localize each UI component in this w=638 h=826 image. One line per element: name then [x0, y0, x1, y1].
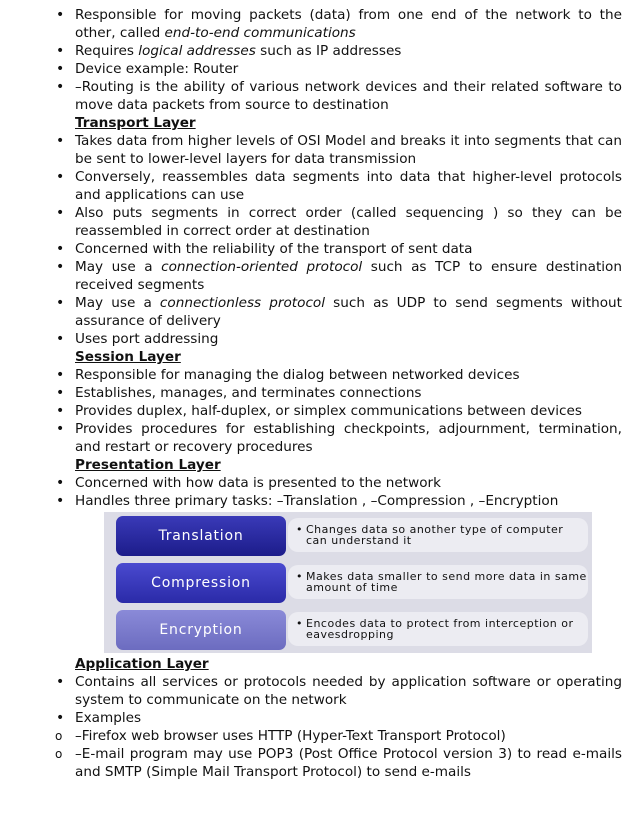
list-item: • Requires logical addresses such as IP addresses	[56, 43, 402, 59]
list-item: • Establishes, manages, and terminates connections	[56, 385, 422, 401]
figure-desc-encryption: • Encodes data to protect from interception or eavesdropping	[288, 612, 588, 646]
list-item: • Provides duplex, half-duplex, or simplex communications between devices	[56, 403, 582, 419]
list-item: • Conversely, reassembles data segments into data that higher-level protocols and applications can use	[56, 169, 622, 203]
list-item: • Device example: Router	[56, 61, 239, 77]
list-item: • Uses port addressing	[56, 331, 219, 347]
figure-label-compression: Compression	[116, 563, 286, 603]
session-layer-list	[0, 366, 638, 456]
bullet-icon: •	[56, 475, 65, 491]
list-item: • Responsible for moving packets (data) from one end of the network to the other, called end-to-end communications	[56, 7, 622, 41]
list-item: • Also puts segments in correct order (called sequencing ) so they can be reassembled in correct order at destination	[56, 205, 622, 239]
list-item: • –Routing is the ability of various network devices and their related software to move data packets from source to destination	[56, 79, 622, 113]
transport-layer-list	[0, 132, 638, 348]
figure-label-translation: Translation	[116, 516, 286, 556]
presentation-layer-heading: Presentation Layer	[75, 457, 221, 473]
list-item: • Examples	[56, 710, 142, 726]
bullet-icon: •	[56, 493, 65, 509]
list-item: • Provides procedures for establishing checkpoints, adjournment, termination, and restart or recovery procedures	[56, 421, 622, 455]
bullet-icon: •	[56, 79, 65, 95]
sub-bullet-icon: o	[55, 747, 63, 761]
list-item: • Responsible for managing the dialog between networked devices	[56, 367, 520, 383]
bullet-icon: •	[56, 295, 65, 311]
list-item: • Concerned with how data is presented to the network	[56, 475, 441, 491]
figure-row-encryption	[104, 606, 592, 650]
list-item: • Handles three primary tasks: –Translation , –Compression , –Encryption	[56, 493, 559, 509]
list-item: • Contains all services or protocols needed by application software or operating system to communicate on the network	[56, 674, 622, 708]
bullet-icon: •	[56, 403, 65, 419]
document-page	[0, 6, 638, 781]
bullet-icon: •	[56, 331, 65, 347]
bullet-icon: •	[296, 570, 303, 583]
network-layer-list	[0, 6, 638, 114]
application-layer-heading: Application Layer	[75, 656, 209, 672]
figure-label-encryption: Encryption	[116, 610, 286, 650]
sub-bullet-icon: o	[55, 729, 63, 743]
bullet-icon: •	[56, 7, 65, 23]
bullet-icon: •	[56, 259, 65, 275]
bullet-icon: •	[56, 421, 65, 437]
figure-row-compression	[104, 559, 592, 603]
bullet-icon: •	[56, 367, 65, 383]
bullet-icon: •	[296, 617, 303, 630]
list-item: o –Firefox web browser uses HTTP (Hyper-Text Transport Protocol)	[55, 728, 506, 744]
bullet-icon: •	[56, 241, 65, 257]
bullet-icon: •	[56, 674, 65, 690]
bullet-icon: •	[56, 61, 65, 77]
presentation-tasks-figure	[104, 512, 592, 653]
list-item: • Concerned with the reliability of the transport of sent data	[56, 241, 473, 257]
bullet-icon: •	[56, 133, 65, 149]
presentation-layer-list	[0, 474, 638, 510]
transport-layer-heading: Transport Layer	[75, 115, 196, 131]
figure-row-translation	[104, 512, 592, 556]
list-item: • May use a connectionless protocol such as UDP to send segments without assurance of delivery	[56, 295, 622, 329]
bullet-icon: •	[56, 169, 65, 185]
session-layer-heading: Session Layer	[75, 349, 181, 365]
bullet-icon: •	[296, 523, 303, 536]
bullet-icon: •	[56, 710, 65, 726]
bullet-icon: •	[56, 43, 65, 59]
bullet-icon: •	[56, 385, 65, 401]
application-layer-list	[0, 673, 638, 781]
list-item: • Takes data from higher levels of OSI Model and breaks it into segments that can be sent to lower-level layers for data transmission	[56, 133, 622, 167]
list-item: o –E-mail program may use POP3 (Post Office Protocol version 3) to read e-mails and SMTP (Simple Mail Transport Protocol) to send e-mails	[55, 746, 622, 780]
list-item: • May use a connection-oriented protocol such as TCP to ensure destination received segments	[56, 259, 622, 293]
figure-desc-compression: • Makes data smaller to send more data in same amount of time	[288, 565, 588, 599]
figure-desc-translation: • Changes data so another type of computer can understand it	[288, 518, 588, 552]
bullet-icon: •	[56, 205, 65, 221]
